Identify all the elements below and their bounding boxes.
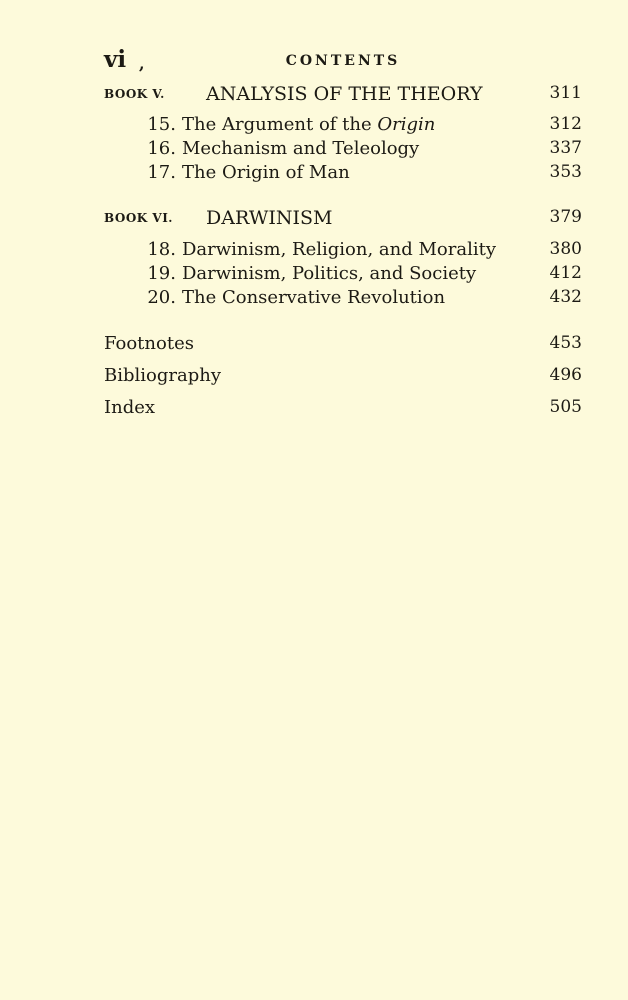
page-number: 432 <box>549 287 582 307</box>
running-head: CONTENTS <box>285 53 401 69</box>
book-entry <box>104 83 582 111</box>
chapter-number: 17. <box>147 162 176 183</box>
page-number: 311 <box>549 83 582 103</box>
chapter-title: The Conservative Revolution <box>182 287 446 308</box>
page-number: 312 <box>549 114 582 134</box>
page-number: 379 <box>549 207 582 227</box>
page-number: 353 <box>549 162 582 182</box>
chapter-number: 18. <box>147 239 176 260</box>
page-number: 337 <box>549 138 582 158</box>
chapter-number: 15. <box>147 114 176 135</box>
back-matter-entry <box>104 397 582 425</box>
chapter-number: 20. <box>147 287 176 308</box>
book-title: ANALYSIS OF THE THEORY <box>206 83 483 105</box>
chapter-title: Darwinism, Politics, and Society <box>182 263 477 284</box>
page-number: 496 <box>549 365 582 385</box>
back-matter-title: Bibliography <box>104 365 221 386</box>
back-matter-entry <box>104 333 582 361</box>
back-matter-title: Index <box>104 397 156 418</box>
page-folio: vi <box>104 46 127 73</box>
chapter-entry <box>104 287 582 315</box>
back-matter-entry <box>104 365 582 393</box>
book-title: DARWINISM <box>206 207 333 229</box>
folio-mark: , <box>139 54 145 73</box>
page-number: 505 <box>549 397 582 417</box>
back-matter-title: Footnotes <box>104 333 194 354</box>
book-label: BOOK VI. <box>104 211 173 225</box>
book-label: BOOK V. <box>104 87 165 101</box>
chapter-title: Darwinism, Religion, and Morality <box>182 239 496 260</box>
chapter-title <box>182 114 435 135</box>
chapter-number: 16. <box>147 138 176 159</box>
book-entry <box>104 207 582 235</box>
chapter-entry <box>104 162 582 190</box>
chapter-title: The Origin of Man <box>182 162 350 183</box>
chapter-number: 19. <box>147 263 176 284</box>
page-number: 453 <box>549 333 582 353</box>
chapter-title-italic: Origin <box>377 114 436 135</box>
chapter-title: Mechanism and Teleology <box>182 138 420 159</box>
page-header <box>104 46 582 76</box>
chapter-title-text: The Argument of the <box>182 114 378 135</box>
page-number: 412 <box>549 263 582 283</box>
page-number: 380 <box>549 239 582 259</box>
